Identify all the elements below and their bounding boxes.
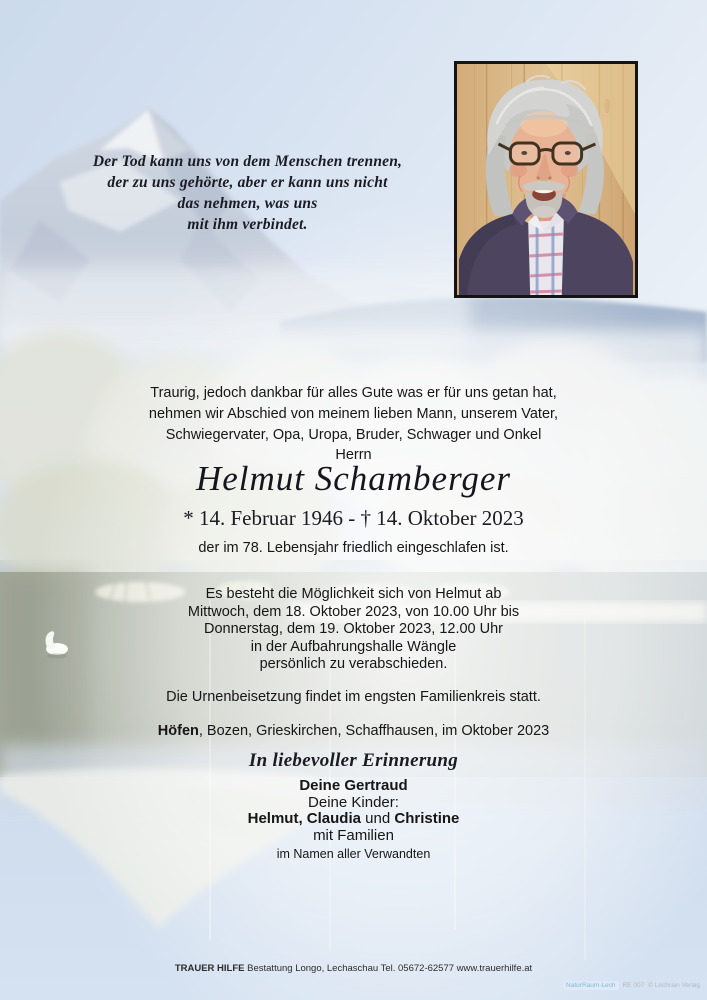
plaid-shirt <box>528 212 564 295</box>
salutation: Herrn <box>335 447 372 463</box>
mourner-on-behalf: im Namen aller Verwandten <box>276 847 431 861</box>
funeral-home-details: Bestattung Longo, Lechaschau Tel. 05672-62577 www.trauerhilfe.at <box>244 963 533 974</box>
farewell-line-5: persönlich zu verabschieden. <box>259 656 448 672</box>
print-code: RE 007 <box>622 982 645 989</box>
intro-line-1: Traurig, jedoch dankbar für alles Gute was er für uns getan hat, <box>150 385 557 401</box>
print-series-badge: NaturRaum-Lech <box>563 981 619 990</box>
farewell-line-4: in der Aufbahrungshalle Wängle <box>250 638 457 655</box>
farewell-details <box>0 586 707 674</box>
funeral-home-footer <box>0 963 707 974</box>
farewell-line-1: Es besteht die Möglichkeit sich von Helmut ab <box>205 586 502 602</box>
quote-line-3: das nehmen, was uns <box>177 195 318 212</box>
children-names-1: Helmut, Claudia <box>247 810 361 827</box>
portrait-photo <box>454 61 638 298</box>
publisher-credit: © Lechrain Verlag <box>648 982 700 989</box>
places-line <box>0 723 707 739</box>
mourner-families: mit Familien <box>313 826 394 844</box>
print-info <box>563 981 700 990</box>
farewell-line-3: Donnerstag, dem 19. Oktober 2023, 12.00 Uhr <box>203 621 504 637</box>
remembrance-title: In liebevoller Erinnerung <box>248 750 459 771</box>
burial-line: Die Urnenbeisetzung findet im engsten Familienkreis statt. <box>166 689 541 705</box>
quote-line-2: der zu uns gehörte, aber er kann uns nicht <box>107 174 388 191</box>
children-names-2: Christine <box>394 810 460 827</box>
intro-line-3: Schwiegervater, Opa, Uropa, Bruder, Schwager und Onkel <box>165 427 542 443</box>
mourner-children <box>0 811 707 828</box>
life-dates: * 14. Februar 1946 - † 14. Oktober 2023 <box>183 506 524 530</box>
funeral-home-name: TRAUER HILFE <box>174 963 245 974</box>
mourner-children-label: Deine Kinder: <box>308 793 399 811</box>
memorial-quote <box>55 151 440 235</box>
mourners <box>0 778 707 863</box>
farewell-line-2: Mittwoch, dem 18. Oktober 2023, von 10.00 Uhr bis <box>187 603 520 620</box>
children-connector: und <box>360 810 395 827</box>
quote-line-1: Der Tod kann uns von dem Menschen trennen, <box>92 153 403 170</box>
quote-line-4: mit ihm verbindet. <box>187 216 308 233</box>
places-rest: , Bozen, Grieskirchen, Schaffhausen, im Oktober 2023 <box>198 723 550 739</box>
deceased-name: Helmut Schamberger <box>195 459 512 498</box>
places-bold: Höfen <box>157 723 199 739</box>
age-line: der im 78. Lebensjahr friedlich eingeschlafen ist. <box>198 540 509 556</box>
intro-line-2: nehmen wir Abschied von meinem lieben Mann, unserem Vater, <box>148 406 559 422</box>
mourner-wife: Deine Gertraud <box>299 777 408 794</box>
announcement-intro <box>0 383 707 446</box>
